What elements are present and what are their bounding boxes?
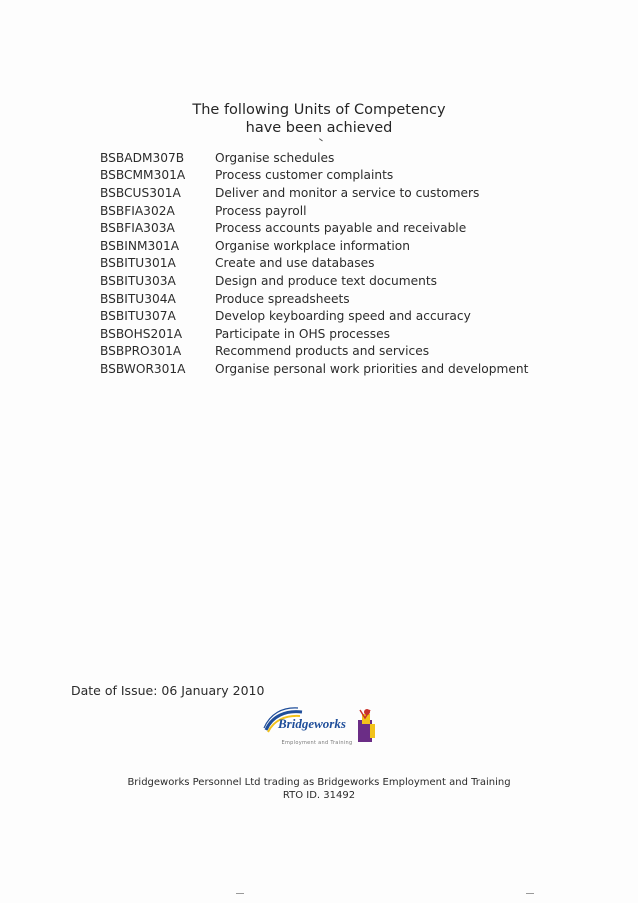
unit-code: BSBADM307B xyxy=(100,150,185,165)
unit-row xyxy=(100,255,570,273)
unit-row xyxy=(100,307,570,325)
unit-code: BSBITU307A xyxy=(100,309,176,324)
unit-row xyxy=(100,237,570,255)
page-heading xyxy=(0,101,638,137)
pen-mark xyxy=(317,138,323,144)
scan-mark xyxy=(526,893,534,894)
unit-code: BSBITU303A xyxy=(100,273,176,288)
unit-title: Deliver and monitor a service to customers xyxy=(215,185,480,200)
footer-line-1: Bridgeworks Personnel Ltd trading as Bridgeworks Employment and Training xyxy=(127,777,511,788)
unit-code: BSBITU301A xyxy=(100,256,176,271)
unit-code: BSBCMM301A xyxy=(100,168,186,183)
heading-line-1: The following Units of Competency xyxy=(192,102,446,118)
logo-wordmark: Bridgeworks xyxy=(278,716,346,731)
unit-code: BSBFIA303A xyxy=(100,221,175,236)
unit-row xyxy=(100,360,570,378)
unit-title: Develop keyboarding speed and accuracy xyxy=(215,309,471,324)
unit-code: BSBFIA302A xyxy=(100,203,175,218)
unit-title: Process customer complaints xyxy=(215,168,394,183)
unit-title: Create and use databases xyxy=(215,256,375,271)
unit-code: BSBCUS301A xyxy=(100,185,181,200)
heading-line-2: have been achieved xyxy=(245,120,393,136)
unit-row xyxy=(100,290,570,308)
unit-row xyxy=(100,149,570,167)
units-list xyxy=(100,149,570,378)
figure-icon xyxy=(358,709,375,742)
unit-code: BSBINM301A xyxy=(100,238,180,253)
unit-row xyxy=(100,167,570,185)
date-of-issue: Date of Issue: 06 January 2010 xyxy=(71,683,265,698)
unit-title: Organise workplace information xyxy=(215,238,410,253)
logo-tagline: Employment and Training xyxy=(281,740,353,746)
unit-code: BSBITU304A xyxy=(100,291,176,306)
unit-title: Recommend products and services xyxy=(215,344,430,359)
unit-code: BSBOHS201A xyxy=(100,326,183,341)
unit-code: BSBPRO301A xyxy=(100,344,182,359)
footer-line-2: RTO ID. 31492 xyxy=(282,790,356,801)
unit-row xyxy=(100,219,570,237)
scan-mark xyxy=(236,893,244,894)
unit-title: Process accounts payable and receivable xyxy=(215,221,467,236)
unit-title: Process payroll xyxy=(215,203,307,218)
unit-title: Organise personal work priorities and development xyxy=(215,361,529,376)
unit-row xyxy=(100,343,570,361)
unit-code: BSBWOR301A xyxy=(100,361,186,376)
unit-row xyxy=(100,184,570,202)
unit-title: Organise schedules xyxy=(215,150,335,165)
unit-row xyxy=(100,202,570,220)
unit-title: Design and produce text documents xyxy=(215,273,437,288)
unit-row xyxy=(100,325,570,343)
unit-row xyxy=(100,272,570,290)
unit-title: Produce spreadsheets xyxy=(215,291,350,306)
unit-title: Participate in OHS processes xyxy=(215,326,390,341)
footer xyxy=(0,776,638,802)
